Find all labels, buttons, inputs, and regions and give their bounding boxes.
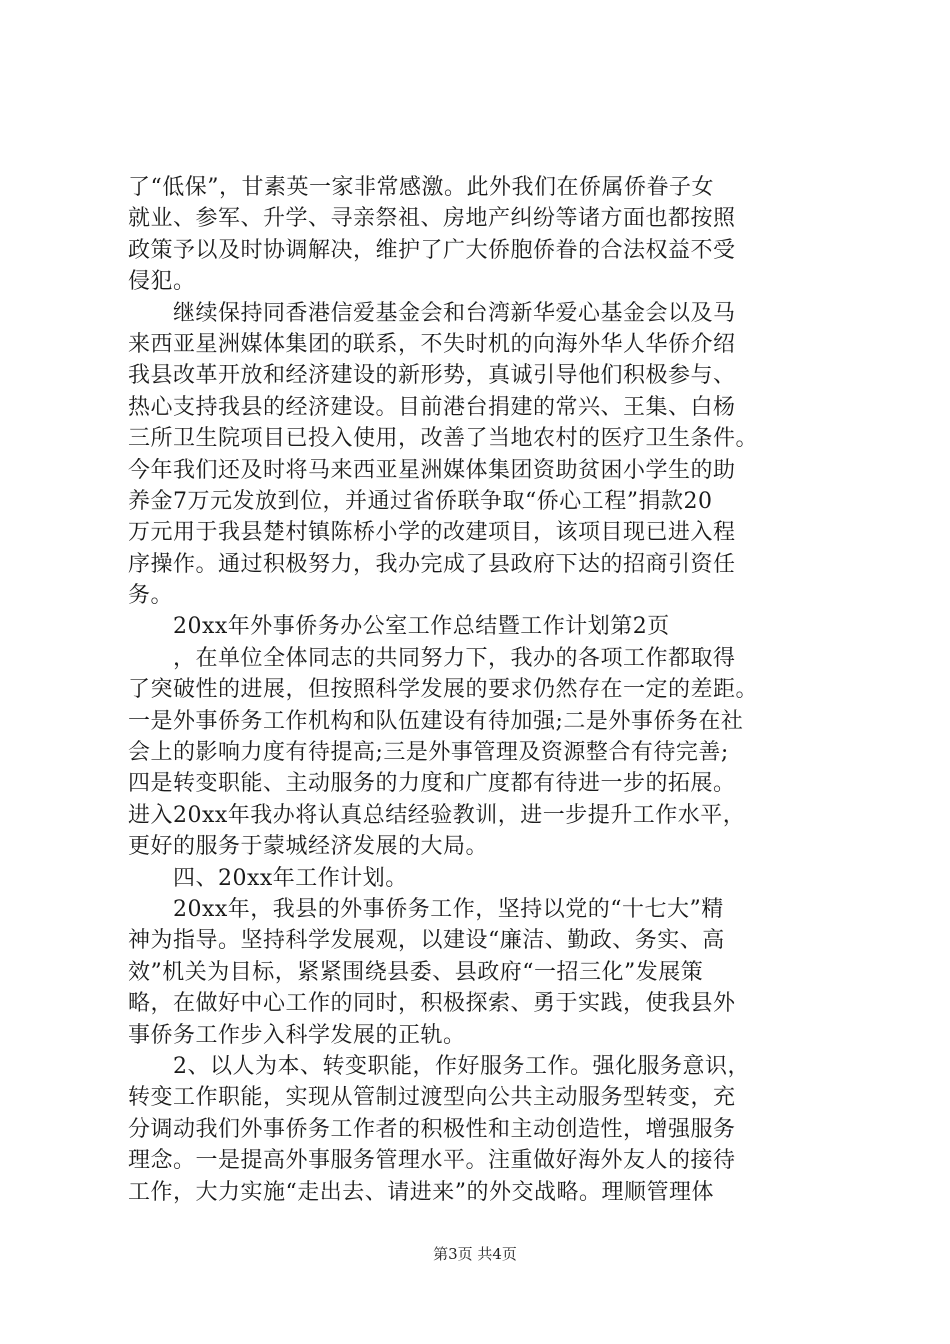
text-line: 四、20xx年工作计划。 bbox=[128, 865, 408, 891]
text-line: 2、以人为本、转变职能，作好服务工作。强化服务意识， bbox=[128, 1053, 750, 1079]
text-line: 三所卫生院项目已投入使用，改善了当地农村的医疗卫生条件。 bbox=[128, 426, 759, 452]
text-line: 了突破性的进展，但按照科学发展的要求仍然存在一定的差距。 bbox=[128, 677, 759, 703]
document-body bbox=[128, 172, 828, 1208]
text-line: 工作，大力实施“走出去、请进来”的外交战略。理顺管理体 bbox=[128, 1179, 714, 1205]
text-line: 万元用于我县楚村镇陈桥小学的改建项目，该项目现已进入程 bbox=[128, 520, 736, 546]
text-line: 20xx年，我县的外事侨务工作，坚持以党的“十七大”精 bbox=[128, 896, 724, 922]
text-line: 理念。一是提高外事服务管理水平。注重做好海外友人的接待 bbox=[128, 1148, 736, 1174]
text-line: 我县改革开放和经济建设的新形势，真诚引导他们积极参与、 bbox=[128, 363, 736, 389]
text-line: 更好的服务于蒙城经济发展的大局。 bbox=[128, 834, 489, 860]
text-line: 热心支持我县的经济建设。目前港台捐建的常兴、王集、白杨 bbox=[128, 394, 736, 420]
text-line: ，在单位全体同志的共同努力下，我办的各项工作都取得 bbox=[128, 645, 736, 671]
text-line: 今年我们还及时将马来西亚星洲媒体集团资助贫困小学生的助 bbox=[128, 457, 736, 483]
text-line: 序操作。通过积极努力，我办完成了县政府下达的招商引资任 bbox=[128, 551, 736, 577]
page-footer: 第3页 共4页 bbox=[433, 1245, 517, 1263]
text-line: 进入20xx年我办将认真总结经验教训，进一步提升工作水平， bbox=[128, 802, 746, 828]
text-line: 神为指导。坚持科学发展观，以建设“廉洁、勤政、务实、高 bbox=[128, 928, 725, 954]
text-line: 四是转变职能、主动服务的力度和广度都有待进一步的拓展。 bbox=[128, 771, 736, 797]
text-line: 分调动我们外事侨务工作者的积极性和主动创造性，增强服务 bbox=[128, 1116, 736, 1142]
text-line: 政策予以及时协调解决，维护了广大侨胞侨眷的合法权益不受 bbox=[128, 237, 736, 263]
text-line: 转变工作职能，实现从管制过渡型向公共主动服务型转变，充 bbox=[128, 1085, 736, 1111]
text-line: 一是外事侨务工作机构和队伍建设有待加强;二是外事侨务在社 bbox=[128, 708, 744, 734]
text-line: 了“低保”，甘素英一家非常感激。此外我们在侨属侨眷子女 bbox=[128, 175, 714, 200]
text-line: 来西亚星洲媒体集团的联系，不失时机的向海外华人华侨介绍 bbox=[128, 331, 736, 357]
text-line: 20xx年外事侨务办公室工作总结暨工作计划第2页 bbox=[128, 614, 670, 640]
text-line: 务。 bbox=[128, 583, 174, 609]
text-line: 就业、参军、升学、寻亲祭祖、房地产纠纷等诸方面也都按照 bbox=[128, 206, 736, 232]
text-line: 事侨务工作步入科学发展的正轨。 bbox=[128, 1022, 466, 1048]
text-line: 侵犯。 bbox=[128, 269, 196, 295]
text-line: 养金7万元发放到位，并通过省侨联争取“侨心工程”捐款20 bbox=[128, 488, 713, 514]
text-line: 继续保持同香港信爱基金会和台湾新华爱心基金会以及马 bbox=[128, 300, 736, 326]
text-line: 略，在做好中心工作的同时，积极探索、勇于实践，使我县外 bbox=[128, 991, 736, 1017]
text-line: 会上的影响力度有待提高;三是外事管理及资源整合有待完善; bbox=[128, 740, 729, 766]
text-line: 效”机关为目标，紧紧围绕县委、县政府“一招三化”发展策 bbox=[128, 959, 704, 985]
